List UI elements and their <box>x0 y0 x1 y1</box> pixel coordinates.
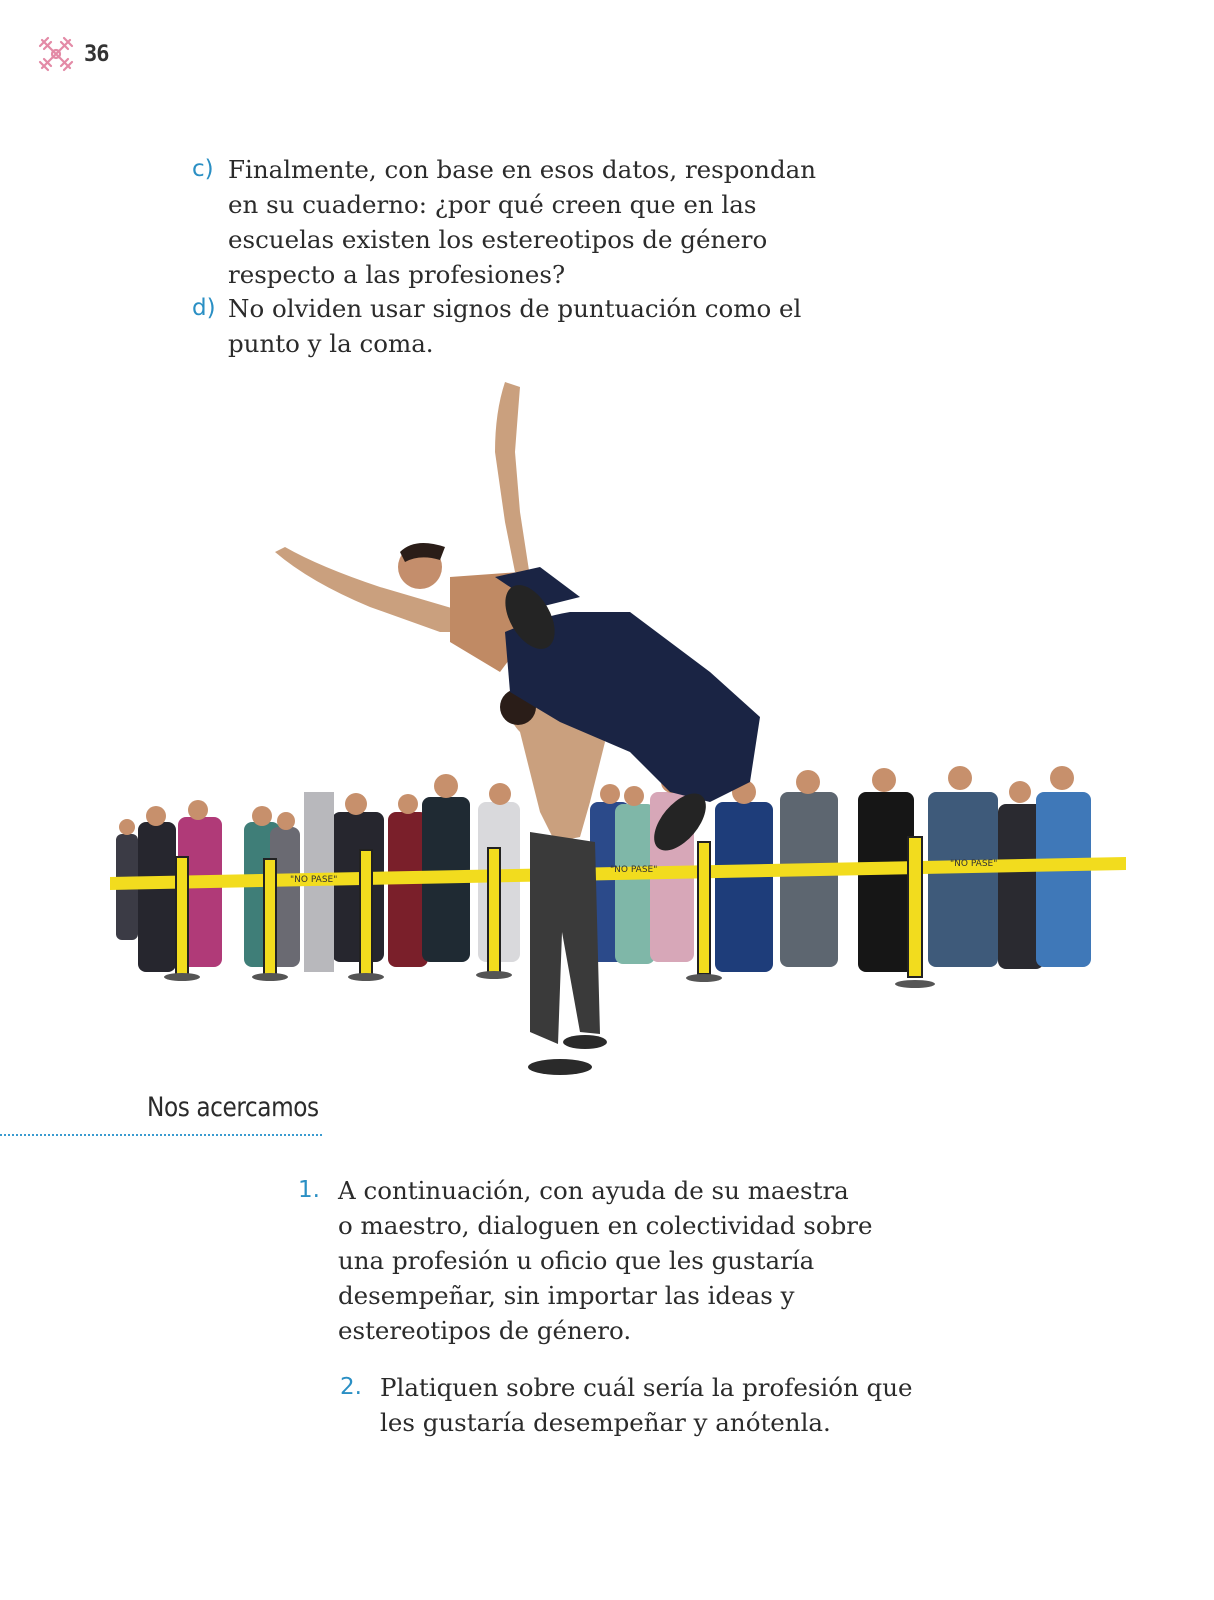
item-marker: c) <box>192 156 214 182</box>
item-marker: d) <box>192 295 216 321</box>
section-item-1 <box>298 1173 918 1348</box>
section-title: Nos acercamos <box>147 1092 319 1123</box>
item-text: Platiquen sobre cuál sería la profesión que les gustaría desempeñar y anótenla. <box>380 1373 913 1437</box>
tape-label: "NO PASE" <box>290 875 338 885</box>
section-divider <box>0 1134 322 1136</box>
item-text: Finalmente, con base en esos datos, respondan en su cuaderno: ¿por qué creen que en las escuelas existen los estereotipos de género respecto a las profesiones? <box>228 155 817 289</box>
item-text: No olviden usar signos de puntuación como el punto y la coma. <box>228 294 802 358</box>
flying-dancer <box>275 382 760 860</box>
item-marker: 2. <box>340 1374 362 1400</box>
page-number: 36 <box>84 41 109 67</box>
activity-item-c <box>192 152 832 292</box>
tape-label: "NO PASE" <box>950 859 998 869</box>
dancers-photo <box>110 372 1126 1084</box>
woven-star-icon <box>38 36 74 72</box>
tape-label: "NO PASE" <box>610 865 658 875</box>
section-item-2 <box>340 1370 960 1440</box>
page-header <box>38 36 109 72</box>
item-text: A continuación, con ayuda de su maestra o maestro, dialoguen en colectividad sobre una profesión u oficio que les gustaría desempeñar, sin importar las ideas y estereotipos de género. <box>338 1176 873 1345</box>
activity-item-d <box>192 291 832 361</box>
item-marker: 1. <box>298 1177 320 1203</box>
